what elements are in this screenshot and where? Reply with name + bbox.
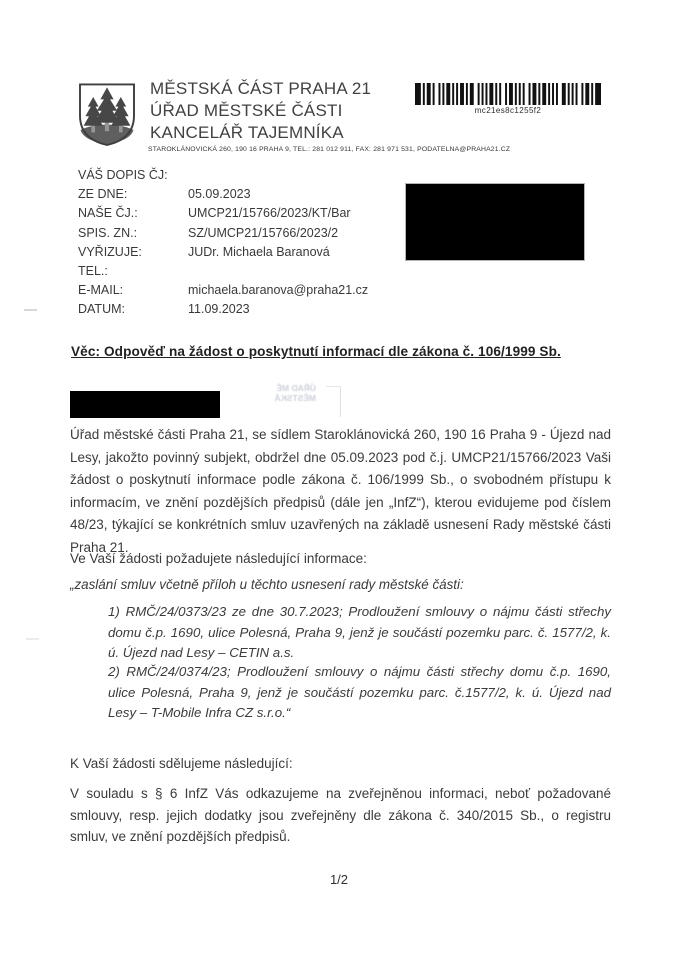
org-name-line1: MĚSTSKÁ ČÁST PRAHA 21 [150, 79, 372, 98]
ref-label: NAŠE ČJ.: [78, 206, 138, 221]
ref-row-datum [78, 300, 368, 319]
barcode-caption: mc21es8c1255f2 [474, 106, 542, 115]
request-intro: Ve Vaší žádosti požadujete následující informace: [70, 551, 367, 566]
stamp-bleedthrough [254, 383, 316, 403]
ref-row-email [78, 281, 368, 300]
ref-label: VYŘIZUJE: [78, 244, 142, 259]
ref-label: VÁŠ DOPIS ČJ: [78, 168, 168, 182]
redaction-box-addressee [70, 391, 220, 418]
ref-value: 11.09.2023 [188, 302, 250, 317]
ref-label: TEL.: [78, 264, 108, 279]
fold-mark [26, 638, 39, 640]
quoted-request-item-1: 1) RMČ/24/0373/23 ze dne 30.7.2023; Prodloužení smlouvy o nájmu části střechy domu č.p. 1690, ulice Polesná, Praha 9, jenž je součástí pozemku parc. č. 1577/2, k. ú. Újezd nad Lesy – CETIN a.s. [108, 604, 611, 661]
stamp-bleedthrough-line1: ÚŘAD MĚ [276, 383, 316, 393]
ref-value: UMCP21/15766/2023/KT/Bar [188, 206, 351, 221]
fold-mark [24, 309, 37, 311]
page-number: 1/2 [329, 872, 349, 887]
praha21-coat-of-arms-icon [77, 82, 137, 149]
ref-label: ZE DNE: [78, 187, 128, 202]
subject-line: Věc: Odpověď na žádost o poskytnutí informací dle zákona č. 106/1999 Sb. [71, 344, 561, 359]
ref-row-spis-zn [78, 224, 368, 243]
barcode-bars-icon [415, 83, 601, 105]
ref-row-ze-dne [78, 185, 368, 204]
quoted-request-item-2: 2) RMČ/24/0374/23; Prodloužení smlouvy o nájmu části střechy domu č.p. 1690, ulice Polesná, Praha 9, jenž je součástí pozemku parc. č.1577/2, k. ú. Újezd nad Lesy – T-Mobile Infra CZ s.r.o.“ [108, 664, 611, 721]
ref-row-vas-dopis [78, 166, 368, 185]
org-name-line2: ÚŘAD MĚSTSKÉ ČÁSTI [150, 101, 343, 120]
ref-row-tel [78, 262, 368, 281]
body-paragraph-1: Úřad městské části Praha 21, se sídlem Staroklánovická 260, 190 16 Praha 9 - Újezd nad Lesy, jakožto povinný subjekt, obdržel dne 05.09.2023 pod č.j. UMCP21/15766/2023 Vaši žádost o poskytnutí informace podle zákona č. 106/1999 Sb., o svobodném přístupu k informacím, ve znění pozdějších předpisů (dále jen „InfZ“), kterou evidujeme pod číslem 48/23, týkající se konkrétních smluv uzavřených na základě usnesení Rady městské části Praha 21. [70, 427, 611, 555]
stamp-bleedthrough-edge [326, 386, 341, 417]
ref-value: JUDr. Michaela Baranová [188, 244, 330, 259]
ref-label: E-MAIL: [78, 283, 124, 298]
reference-block [78, 166, 368, 320]
ref-label: DATUM: [78, 302, 125, 317]
ref-label: SPIS. ZN.: [78, 225, 138, 240]
statement-intro: K Vaší žádosti sdělujeme následující: [70, 756, 293, 771]
body-paragraph-2: V souladu s § 6 InfZ Vás odkazujeme na zveřejněnou informaci, neboť požadované smlouvy, resp. jejich dodatky jsou zveřejněny dle zákona č. 340/2015 Sb., o registru smluv, ve znění pozdějších předpisů. [70, 786, 611, 845]
redaction-box-recipient [406, 184, 584, 260]
ref-value: 05.09.2023 [188, 187, 251, 202]
barcode [415, 83, 601, 115]
ref-value: michaela.baranova@praha21.cz [188, 283, 369, 298]
letterhead-address: STAROKLÁNOVICKÁ 260, 190 16 PRAHA 9, TEL.: 281 012 911, FAX: 281 971 531, PODATELNA@PRAHA21.CZ [148, 146, 511, 153]
quote-intro: „zaslání smluv včetně příloh u těchto usnesení rady městské části: [70, 577, 464, 592]
ref-value: SZ/UMCP21/15766/2023/2 [188, 225, 339, 240]
letterhead [150, 78, 371, 144]
org-name-line3: KANCELÁŘ TAJEMNÍKA [150, 123, 344, 142]
ref-row-nase-cj [78, 204, 368, 223]
ref-row-vyrizuje [78, 243, 368, 262]
stamp-bleedthrough-line2: MĚSTSKÁ [274, 393, 316, 403]
